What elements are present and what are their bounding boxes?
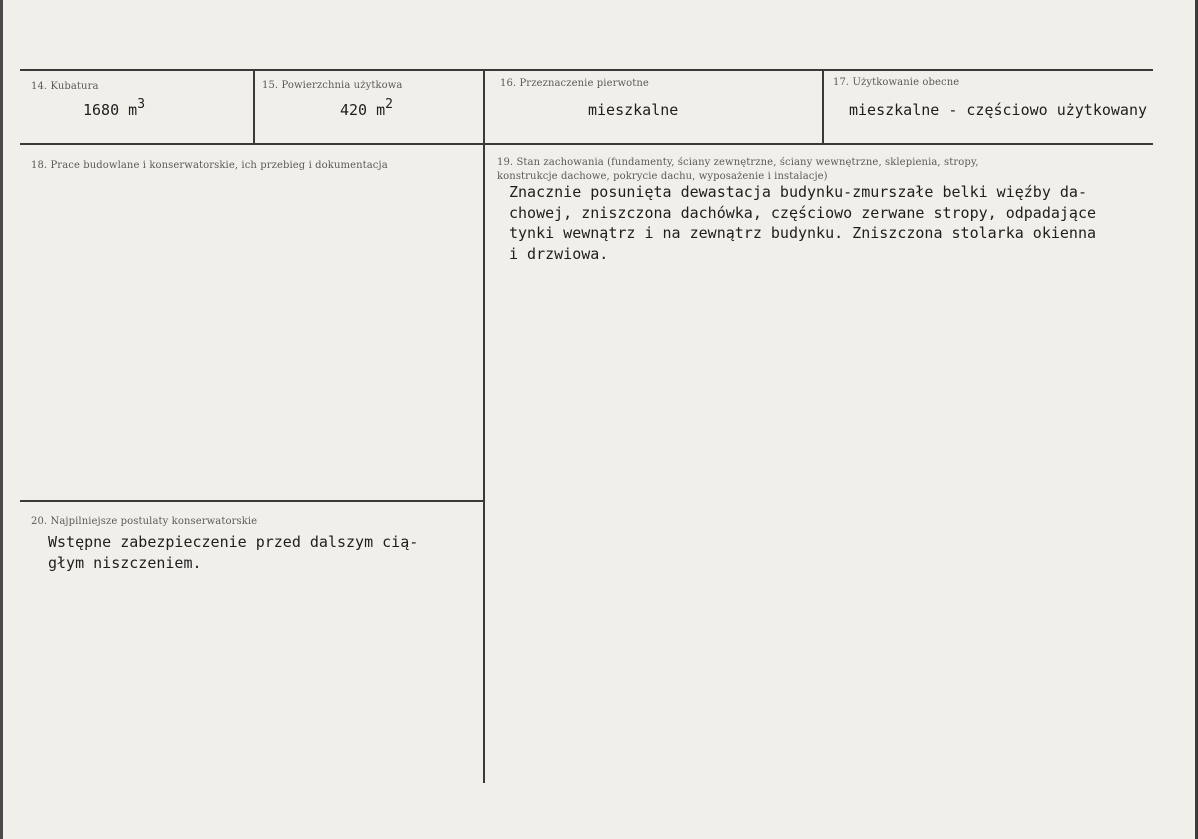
field-20-text — [48, 532, 418, 573]
field-14-exponent: 3 — [137, 97, 146, 112]
section-divider-18-20 — [20, 500, 484, 502]
field-19-text — [509, 182, 1096, 264]
field-15-label: 15. Powierzchnia użytkowa — [262, 80, 403, 91]
scan-edge-left — [0, 0, 3, 839]
field-16-label: 16. Przeznaczenie pierwotne — [500, 78, 649, 89]
field-19-text-line: tynki wewnątrz i na zewnątrz budynku. Zniszczona stolarka okienna — [509, 224, 1096, 242]
field-14-value — [83, 97, 146, 119]
field-15-exponent: 2 — [385, 97, 393, 112]
top-rule — [20, 69, 1153, 71]
field-20-label: 20. Najpilniejsze postulaty konserwatorskie — [31, 516, 258, 527]
col-divider-3 — [822, 69, 824, 145]
field-18-label: 18. Prace budowlane i konserwatorskie, ich przebieg i dokumentacja — [31, 160, 388, 171]
col-divider-2 — [483, 69, 485, 783]
field-16-value: mieszkalne — [588, 101, 679, 119]
field-14-label: 14. Kubatura — [31, 81, 99, 92]
field-14-number: 1680 m — [83, 101, 138, 119]
field-19-text-line: Znacznie posunięta dewastacja budynku-zmurszałe belki więźby da- — [509, 183, 1087, 201]
field-15-number: 420 m — [340, 101, 386, 119]
field-20-text-line: głym niszczeniem. — [48, 553, 202, 572]
field-15-value — [340, 97, 393, 119]
row-divider — [20, 143, 1153, 145]
field-20-text-line: Wstępne zabezpieczenie przed dalszym cią- — [48, 533, 419, 551]
field-19-text-line: i drzwiowa. — [509, 244, 609, 263]
field-19-label-line-1: 19. Stan zachowania (fundamenty, ściany zewnętrzne, ściany wewnętrzne, sklepienia, stropy, — [497, 157, 979, 168]
field-17-label: 17. Użytkowanie obecne — [833, 77, 960, 88]
col-divider-1 — [253, 69, 255, 145]
field-17-value: mieszkalne - częściowo użytkowany — [849, 101, 1148, 119]
field-19-label-line-2: konstrukcje dachowe, pokrycie dachu, wyposażenie i instalacje) — [497, 171, 828, 182]
field-19-text-line: chowej, zniszczona dachówka, częściowo zerwane stropy, odpadające — [509, 203, 1096, 222]
